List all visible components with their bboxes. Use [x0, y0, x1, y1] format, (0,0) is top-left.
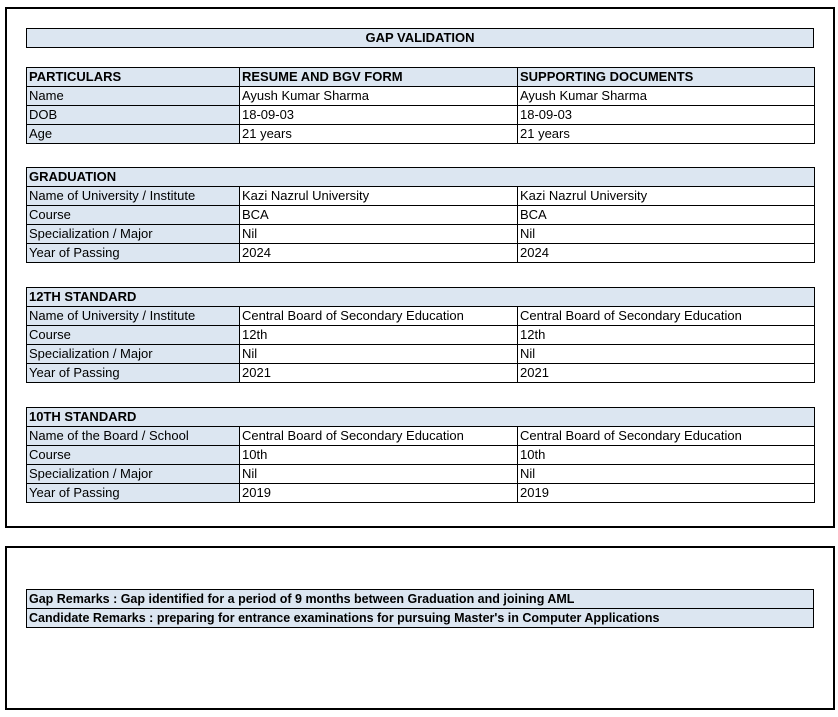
row-label: DOB — [27, 106, 240, 125]
table-row — [27, 187, 815, 206]
document-value: BCA — [518, 206, 815, 225]
document-value: 10th — [518, 446, 815, 465]
table-row — [27, 326, 815, 345]
table-row — [27, 106, 815, 125]
document-value: 21 years — [518, 125, 815, 144]
row-label: Specialization / Major — [27, 345, 240, 364]
document-value: Central Board of Secondary Education — [518, 307, 815, 326]
row-label: Age — [27, 125, 240, 144]
personal-table — [26, 67, 815, 144]
resume-value: 21 years — [240, 125, 518, 144]
row-label: Year of Passing — [27, 364, 240, 383]
table-header-row — [27, 68, 815, 87]
table-row — [27, 125, 815, 144]
document-value: Nil — [518, 345, 815, 364]
row-label: Specialization / Major — [27, 465, 240, 484]
resume-value: Nil — [240, 225, 518, 244]
graduation-table — [26, 167, 815, 263]
row-label: Course — [27, 206, 240, 225]
row-label: Year of Passing — [27, 244, 240, 263]
resume-value: Central Board of Secondary Education — [240, 427, 518, 446]
header-particulars: PARTICULARS — [27, 68, 240, 87]
resume-value: 12th — [240, 326, 518, 345]
table-row — [27, 345, 815, 364]
document-value: Central Board of Secondary Education — [518, 427, 815, 446]
table-row — [27, 364, 815, 383]
table-row — [27, 484, 815, 503]
resume-value: BCA — [240, 206, 518, 225]
table-row — [27, 206, 815, 225]
row-label: Year of Passing — [27, 484, 240, 503]
table-row — [27, 244, 815, 263]
row-label: Name of University / Institute — [27, 187, 240, 206]
section-heading: 12TH STANDARD — [27, 288, 815, 307]
resume-value: Nil — [240, 465, 518, 484]
resume-value: Kazi Nazrul University — [240, 187, 518, 206]
document-value: Ayush Kumar Sharma — [518, 87, 815, 106]
document-value: Nil — [518, 465, 815, 484]
resume-value: 10th — [240, 446, 518, 465]
gap-remarks: Gap Remarks : Gap identified for a period of 9 months between Graduation and joining AML — [26, 589, 814, 609]
row-label: Name of the Board / School — [27, 427, 240, 446]
table-row — [27, 87, 815, 106]
page-title: GAP VALIDATION — [26, 28, 814, 48]
header-resume: RESUME AND BGV FORM — [240, 68, 518, 87]
resume-value: 2024 — [240, 244, 518, 263]
resume-value: Nil — [240, 345, 518, 364]
table-row — [27, 225, 815, 244]
resume-value: 2021 — [240, 364, 518, 383]
tenth-table — [26, 407, 815, 503]
document-value: 18-09-03 — [518, 106, 815, 125]
row-label: Course — [27, 446, 240, 465]
resume-value: Ayush Kumar Sharma — [240, 87, 518, 106]
document-value: Kazi Nazrul University — [518, 187, 815, 206]
row-label: Specialization / Major — [27, 225, 240, 244]
candidate-remarks: Candidate Remarks : preparing for entrance examinations for pursuing Master's in Computer Applications — [26, 608, 814, 628]
document-value: 2021 — [518, 364, 815, 383]
section-heading: 10TH STANDARD — [27, 408, 815, 427]
document-value: 12th — [518, 326, 815, 345]
resume-value: 18-09-03 — [240, 106, 518, 125]
row-label: Name of University / Institute — [27, 307, 240, 326]
table-row — [27, 446, 815, 465]
table-row — [27, 465, 815, 484]
row-label: Name — [27, 87, 240, 106]
resume-value: Central Board of Secondary Education — [240, 307, 518, 326]
table-row — [27, 307, 815, 326]
document-value: 2019 — [518, 484, 815, 503]
header-documents: SUPPORTING DOCUMENTS — [518, 68, 815, 87]
remarks-panel — [5, 546, 835, 710]
section-heading: GRADUATION — [27, 168, 815, 187]
row-label: Course — [27, 326, 240, 345]
twelfth-table — [26, 287, 815, 383]
document-value: 2024 — [518, 244, 815, 263]
document-value: Nil — [518, 225, 815, 244]
resume-value: 2019 — [240, 484, 518, 503]
table-row — [27, 427, 815, 446]
